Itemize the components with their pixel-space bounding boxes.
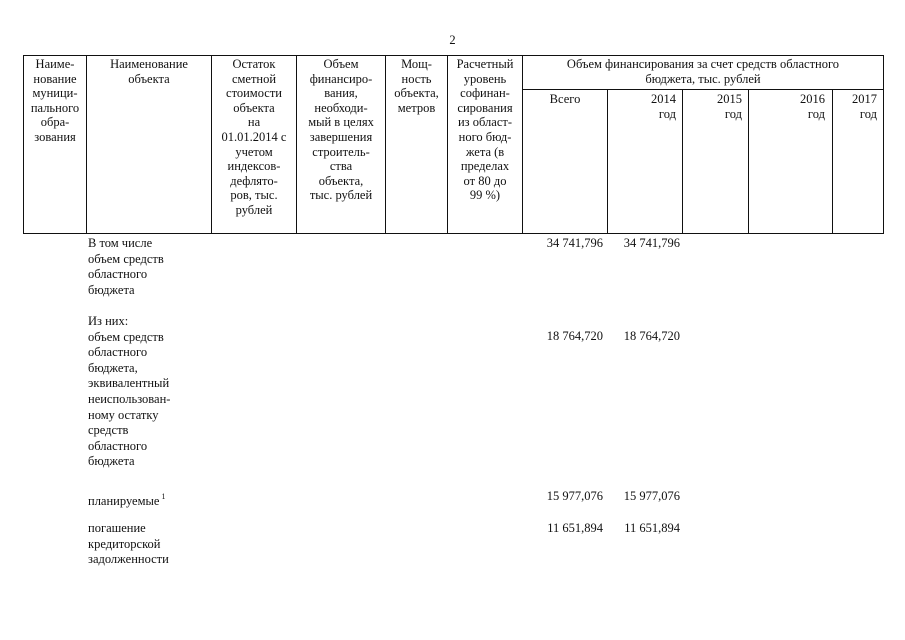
header-2016: 2016 год [800, 92, 825, 121]
footnote-mark: 1 [161, 492, 166, 501]
row-total-regional-budget: 34 741,796 [546, 236, 603, 250]
row-label-regional-budget: В том числе объем средств областного бюджета [88, 236, 164, 297]
header-2017: 2017 год [852, 92, 877, 121]
header-regional-funding: Объем финансирования за счет средств областного бюджета, тыс. рублей [566, 57, 840, 86]
col-border-end [883, 55, 884, 234]
header-capacity: Мощ- ность объекта, метров [394, 57, 439, 115]
header-object-name: Наименование объекта [110, 57, 188, 86]
planned-text: планируемые [88, 494, 160, 508]
header-2015: 2015 год [717, 92, 742, 121]
row-2014-regional-budget: 34 741,796 [623, 236, 680, 250]
row-total-planned: 15 977,076 [546, 489, 603, 503]
header-2014: 2014 год [651, 92, 676, 121]
row-total-payables: 11 651,894 [547, 521, 603, 535]
row-2014-planned: 15 977,076 [623, 489, 680, 503]
header-municipality: Наиме- нование муници- пального обра- зования [30, 57, 80, 144]
header-required-funding: Объем финансиро- вания, необходи- мый в целях завершения строитель- ства объекта, тыс. рублей [308, 57, 374, 203]
row-label-payables: погашение кредиторской задолженности [88, 521, 169, 567]
header-remaining-cost: Остаток сметной стоимости объекта на 01.01.2014 с учетом индексов- дефлято- ров, тыс. рублей [221, 57, 287, 217]
header-bottom-border [23, 233, 884, 234]
row-label-unused-balance: Из них: объем средств областного бюджета, эквивалентный неиспользован- ному остатку средств областного бюджета [88, 314, 171, 469]
row-label-planned [88, 489, 208, 510]
header-cofinancing-level: Расчетный уровень софинан- сирования из област- ного бюд- жета (в пределах от 80 до 99 %) [456, 57, 514, 203]
row-2014-payables: 11 651,894 [624, 521, 680, 535]
page-number: 2 [449, 33, 456, 47]
header-top-border [23, 55, 884, 56]
row-2014-unused-balance: 18 764,720 [623, 329, 680, 343]
row-total-unused-balance: 18 764,720 [546, 329, 603, 343]
header-total: Всего [549, 92, 581, 106]
years-divider [522, 89, 884, 90]
